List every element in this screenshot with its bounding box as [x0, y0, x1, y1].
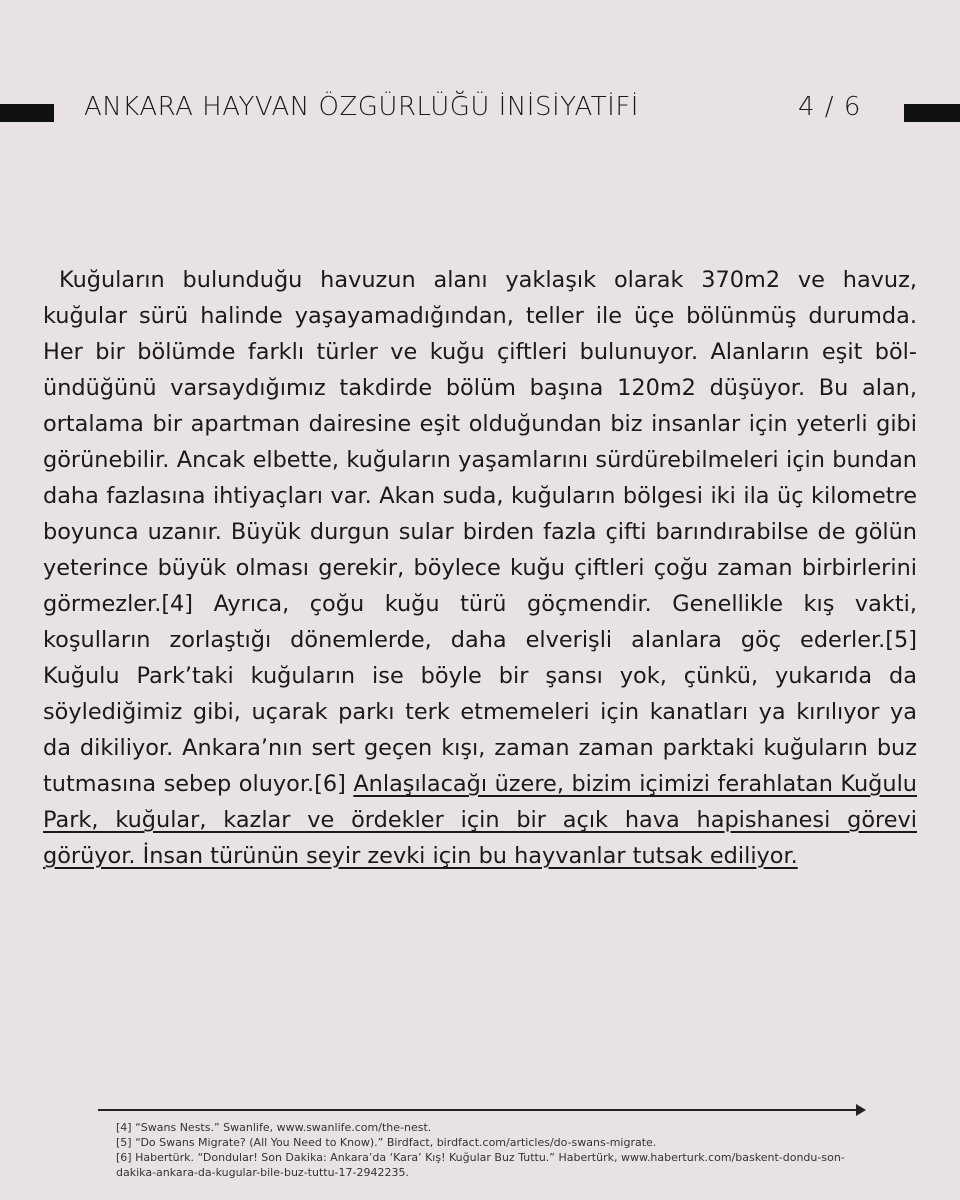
emphasized-conclusion: Anlaşılacağı üzere, bizim içimizi ferahlatan Kuğulu Park, kuğular, kazlar ve ördekler için bir açık hava hapishanesi görevi görüyor. İnsan türünün seyir zevki için bu hayvanlar tutsak ediliyor.: [43, 771, 917, 869]
footnote-5: [5] “Do Swans Migrate? (All You Need to Know).” Birdfact, birdfact.com/articles/do-swans-migrate.: [116, 1136, 657, 1149]
main-paragraph: [43, 262, 917, 874]
page-indicator: 4 / 6: [798, 92, 862, 122]
footnotes: [116, 1120, 856, 1180]
arrow-head: [856, 1104, 866, 1116]
organization-title: ANKARA HAYVAN ÖZGÜRLÜĞÜ İNİSİYATİFİ: [84, 92, 639, 122]
footnote-4: [4] “Swans Nests.” Swanlife, www.swanlife.com/the-nest.: [116, 1121, 432, 1134]
right-arrow-icon: [98, 1104, 866, 1116]
footnote-6: [6] Habertürk. “Dondular! Son Dakika: Ankara’da ‘Kara’ Kış! Kuğular Buz Tuttu.” Habertürk, www.haberturk.com/baskent-dondu-son-dakika-ankara-da-kugular-bile-buz-tuttu-17-2942235.: [116, 1151, 845, 1179]
arrow-line: [98, 1109, 858, 1111]
left-decorative-bar: [0, 104, 54, 122]
paragraph-text: Kuğuların bulunduğu havuzun alanı yaklaşık olarak 370m2 ve havuz, kuğular sürü halinde yaşayamadığından, teller ile üçe bölünmüş durumda. Her bir bölümde farklı türler ve kuğu çiftleri bulunuyor. Alanların eşit bölündüğünü varsaydığımız takdirde bölüm başına 120m2 düşüyor. Bu alan, ortalama bir apartman dairesine eşit olduğundan biz insanlar için yeterli gibi görünebilir. Ancak elbette, kuğuların yaşamlarını sürdürebilmeleri için bundan daha fazlasına ihtiyaçları var. Akan suda, kuğuların bölgesi iki ila üç kilometre boyunca uzanır. Büyük durgun sular birden fazla çifti barındırabilse de gölün yeterince büyük olması gerekir, böylece kuğu çiftleri çoğu zaman birbirlerini görmezler.[4] Ayrıca, çoğu kuğu türü göçmendir. Genellikle kış vakti, koşulların zorlaştığı dönemlerde, daha elverişli alanlara göç ederler.[5] Kuğulu Park’taki kuğuların ise böyle bir şansı yok, çünkü, yukarıda da söylediğimiz gibi, uçarak parkı terk etmemeleri için kanatları ya kırılıyor ya da dikiliyor. Ankara’nın sert geçen kışı, zaman zaman parktaki kuğuların buz tutmasına sebep oluyor.[6]: [43, 267, 917, 797]
right-decorative-bar: [904, 104, 960, 122]
